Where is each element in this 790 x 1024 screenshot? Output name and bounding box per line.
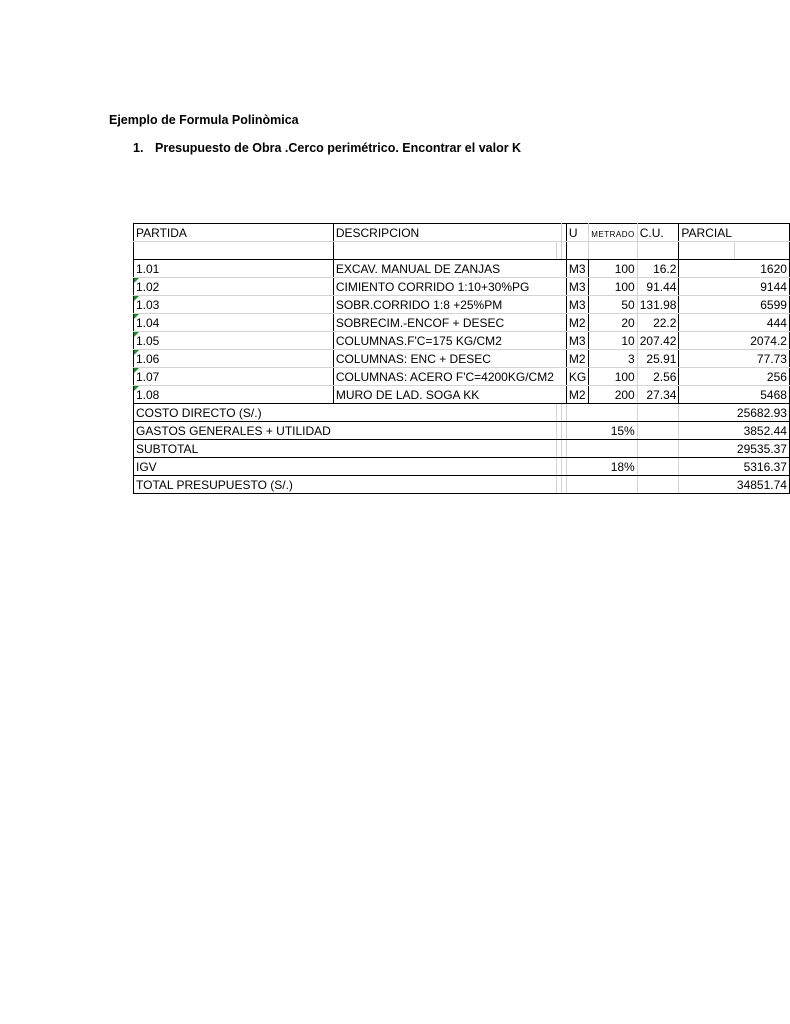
summary-value-cell [734, 422, 789, 440]
partida-text: 1.01 [136, 261, 160, 276]
cell-parcial [734, 386, 789, 404]
partida-text: 1.06 [136, 351, 160, 366]
list-text: Presupuesto de Obra .Cerco perimétrico. Encontrar el valor K [155, 141, 522, 155]
error-indicator-icon [134, 332, 139, 337]
summary-value: 3852.44 [743, 423, 787, 438]
cell-descripcion [333, 296, 556, 314]
cell-partida [134, 278, 334, 296]
cell-metrado: 20 [589, 314, 638, 332]
summary-percent [589, 404, 638, 422]
summary-label-cell [134, 422, 334, 440]
summary-row [134, 476, 790, 494]
summary-label-cell [134, 476, 334, 494]
error-indicator-icon [134, 314, 139, 319]
table-row [134, 296, 790, 314]
list-number: 1. [133, 141, 144, 155]
cell-unidad: M3 [566, 278, 588, 296]
table-row [134, 386, 790, 404]
cell-metrado: 200 [589, 386, 638, 404]
parcial-text: 5468 [760, 387, 787, 402]
cell-unidad: M2 [566, 350, 588, 368]
document-title: Ejemplo de Formula Polinòmica [109, 113, 299, 127]
cell-cu: 2.56 [637, 368, 679, 386]
summary-label: IGV [136, 459, 157, 474]
summary-row [134, 422, 790, 440]
header-cu: C.U. [637, 224, 679, 242]
list-item-1 [133, 141, 521, 155]
cell-partida [134, 368, 334, 386]
summary-value-cell [734, 440, 789, 458]
summary-percent [589, 440, 638, 458]
summary-value-cell [734, 404, 789, 422]
cell-cu: 207.42 [637, 332, 679, 350]
summary-value-cell [734, 458, 789, 476]
summary-label-cell [134, 404, 334, 422]
summary-percent: 18% [589, 458, 638, 476]
budget-table [133, 223, 790, 494]
cell-descripcion [333, 278, 556, 296]
summary-label: COSTO DIRECTO (S/.) [136, 405, 262, 420]
error-indicator-icon [134, 368, 139, 373]
cell-unidad: M3 [566, 332, 588, 350]
summary-row [134, 440, 790, 458]
cell-unidad: M3 [566, 260, 588, 278]
cell-cu: 16.2 [637, 260, 679, 278]
cell-partida [134, 386, 334, 404]
cell-unidad: KG [566, 368, 588, 386]
table-row [134, 278, 790, 296]
header-metrado-text: METRADO [591, 229, 635, 239]
partida-text: 1.03 [136, 297, 160, 312]
descripcion-text: SOBR.CORRIDO 1:8 +25%PM [335, 297, 503, 312]
header-row [134, 224, 790, 242]
parcial-text: 256 [766, 369, 787, 384]
descripcion-text: CIMIENTO CORRIDO 1:10+30%PG [335, 279, 530, 294]
summary-row [134, 458, 790, 476]
parcial-text: 1620 [760, 261, 787, 276]
partida-text: 1.02 [136, 279, 160, 294]
error-indicator-icon [134, 278, 139, 283]
cell-cu: 27.34 [637, 386, 679, 404]
cell-parcial [734, 260, 789, 278]
partida-text: 1.04 [136, 315, 160, 330]
header-unidad: U [566, 224, 588, 242]
summary-percent [589, 476, 638, 494]
header-descripcion [333, 224, 556, 242]
summary-label: SUBTOTAL [136, 441, 199, 456]
header-parcial: PARCIAL [681, 225, 732, 240]
cell-unidad: M2 [566, 386, 588, 404]
header-blank-row [134, 242, 790, 260]
header-metrado [589, 224, 638, 242]
table-row [134, 332, 790, 350]
cell-metrado: 10 [589, 332, 638, 350]
cell-partida [134, 314, 334, 332]
table-row [134, 314, 790, 332]
descripcion-text: SOBRECIM.-ENCOF + DESEC [335, 315, 505, 330]
cell-cu: 131.98 [637, 296, 679, 314]
cell-parcial [734, 368, 789, 386]
cell-cu: 22.2 [637, 314, 679, 332]
header-partida: PARTIDA [134, 224, 334, 242]
descripcion-text: EXCAV. MANUAL DE ZANJAS [335, 261, 501, 276]
parcial-text: 444 [766, 315, 787, 330]
summary-row [134, 404, 790, 422]
summary-percent: 15% [589, 422, 638, 440]
summary-label: GASTOS GENERALES + UTILIDAD [136, 423, 331, 438]
summary-label-cell [134, 440, 334, 458]
descripcion-text: COLUMNAS.F'C=175 KG/CM2 [335, 333, 502, 348]
descripcion-text: COLUMNAS: ENC + DESEC [335, 351, 491, 366]
cell-descripcion [333, 350, 556, 368]
cell-metrado: 100 [589, 368, 638, 386]
parcial-text: 2074.2 [750, 333, 787, 348]
cell-partida [134, 260, 334, 278]
table-row [134, 350, 790, 368]
table-row [134, 368, 790, 386]
error-indicator-icon [134, 296, 139, 301]
cell-unidad: M2 [566, 314, 588, 332]
cell-parcial [734, 332, 789, 350]
cell-parcial [734, 314, 789, 332]
cell-descripcion [333, 368, 556, 386]
summary-value: 5316.37 [743, 459, 787, 474]
error-indicator-icon [134, 350, 139, 355]
cell-metrado: 50 [589, 296, 638, 314]
cell-cu: 91.44 [637, 278, 679, 296]
cell-descripcion [333, 260, 556, 278]
partida-text: 1.07 [136, 369, 160, 384]
cell-parcial [734, 350, 789, 368]
cell-cu: 25.91 [637, 350, 679, 368]
header-descripcion-text: DESCRIPCION [335, 225, 420, 240]
cell-descripcion [333, 386, 556, 404]
summary-value: 34851.74 [736, 477, 787, 492]
summary-label: TOTAL PRESUPUESTO (S/.) [136, 477, 293, 492]
parcial-text: 9144 [760, 279, 787, 294]
cell-descripcion [333, 332, 556, 350]
cell-unidad: M3 [566, 296, 588, 314]
error-indicator-icon [134, 386, 139, 391]
cell-partida [134, 350, 334, 368]
cell-parcial [734, 278, 789, 296]
parcial-text: 6599 [760, 297, 787, 312]
summary-value: 29535.37 [736, 441, 787, 456]
summary-value: 25682.93 [736, 405, 787, 420]
cell-metrado: 100 [589, 278, 638, 296]
cell-descripcion [333, 314, 556, 332]
table-row [134, 260, 790, 278]
summary-value-cell [734, 476, 789, 494]
cell-partida [134, 296, 334, 314]
descripcion-text: COLUMNAS: ACERO F'C=4200KG/CM2 [335, 369, 554, 384]
summary-label-cell [134, 458, 334, 476]
descripcion-text: MURO DE LAD. SOGA KK [335, 387, 480, 402]
partida-text: 1.05 [136, 333, 160, 348]
cell-parcial [734, 296, 789, 314]
cell-partida [134, 332, 334, 350]
cell-metrado: 100 [589, 260, 638, 278]
partida-text: 1.08 [136, 387, 160, 402]
cell-metrado: 3 [589, 350, 638, 368]
parcial-text: 77.73 [756, 351, 787, 366]
